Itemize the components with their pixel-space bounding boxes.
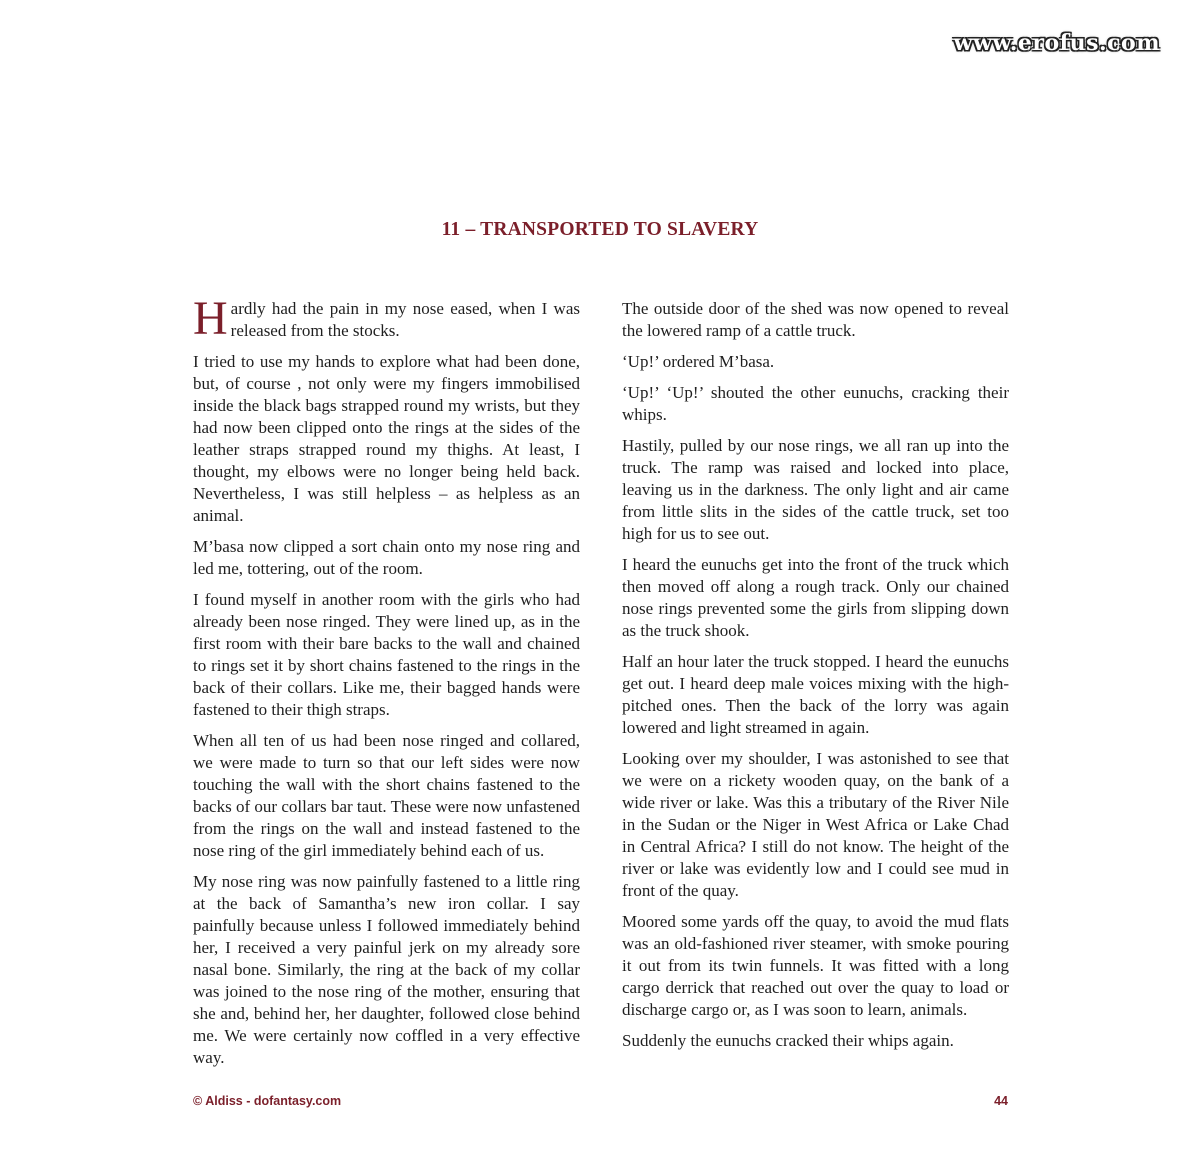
page-number: 44 [994, 1094, 1008, 1108]
paragraph: ‘Up!’ ordered M’basa. [622, 352, 775, 371]
left-column [193, 292, 580, 1078]
paragraph: ‘Up!’ ‘Up!’ shouted the other eunuchs, cracking their whips. [622, 383, 1009, 424]
paragraph: Looking over my shoulder, I was astonished to see that we were on a rickety wooden quay, on the bank of a wide river or lake. Was this a tributary of the River Nile in the Sudan or the Niger in West Africa or Lake Chad in Central Africa? I still do not know. The height of the river or lake was evidently low and I could see mud in front of the quay. [622, 749, 1009, 900]
paragraph: Moored some yards off the quay, to avoid the mud flats was an old-fashioned river steamer, with smoke pouring it out from its twin funnels. It was fitted with a long cargo derrick that reached out over the quay to load or discharge cargo or, as I was soon to learn, animals. [622, 912, 1009, 1019]
paragraph: When all ten of us had been nose ringed and collared, we were made to turn so that our left sides were now touching the wall with the short chains fastened to the backs of our collars bar taut. These were now unfastened from the rings on the wall and instead fastened to the nose ring of the girl immediately behind each of us. [193, 731, 580, 860]
paragraph: I tried to use my hands to explore what had been done, but, of course , not only were my fingers immobilised inside the black bags strapped round my wrists, but they had now been clipped onto the rings at the sides of the leather straps strapped round my thighs. At least, I thought, my elbows were no longer being held back. Nevertheless, I was still helpless – as helpless as an animal. [193, 352, 580, 525]
paragraph: My nose ring was now painfully fastened to a little ring at the back of Samantha’s new iron collar. I say painfully because unless I followed immediately behind her, I received a very painful jerk on my already sore nasal bone. Similarly, the ring at the back of my collar was joined to the nose ring of the mother, ensuring that she and, behind her, her daughter, followed close behind me. We were certainly now coffled in a very effective way. [193, 872, 580, 1067]
watermark: www.erofus.com [953, 30, 1160, 56]
paragraph: Suddenly the eunuchs cracked their whips again. [622, 1031, 954, 1050]
right-column [622, 298, 1009, 1061]
paragraph: I heard the eunuchs get into the front of the truck which then moved off along a rough track. Only our chained nose rings prevented some the girls from slipping down as the truck shook. [622, 555, 1009, 640]
drop-cap: H [193, 292, 228, 345]
paragraph: Half an hour later the truck stopped. I heard the eunuchs get out. I heard deep male voices mixing with the high-pitched ones. Then the back of the lorry was again lowered and light streamed in again. [622, 652, 1009, 737]
paragraph: Hastily, pulled by our nose rings, we all ran up into the truck. The ramp was raised and locked into place, leaving us in the darkness. The only light and air came from little slits in the sides of the cattle truck, set too high for us to see out. [622, 436, 1009, 543]
first-paragraph [193, 292, 580, 345]
first-paragraph-text: ardly had the pain in my nose eased, when I was released from the stocks. [230, 299, 580, 340]
footer-copyright: © Aldiss - dofantasy.com [193, 1094, 342, 1108]
paragraph: I found myself in another room with the girls who had already been nose ringed. They were lined up, as in the first room with their bare backs to the wall and chained to rings set it by short chains fastened to the rings in the back of their collars. Like me, their bagged hands were fastened to their thigh straps. [193, 590, 580, 719]
paragraph: The outside door of the shed was now opened to reveal the lowered ramp of a cattle truck. [622, 299, 1009, 340]
chapter-title: 11 – TRANSPORTED TO SLAVERY [441, 219, 759, 240]
paragraph: M’basa now clipped a sort chain onto my nose ring and led me, tottering, out of the room. [193, 537, 580, 578]
